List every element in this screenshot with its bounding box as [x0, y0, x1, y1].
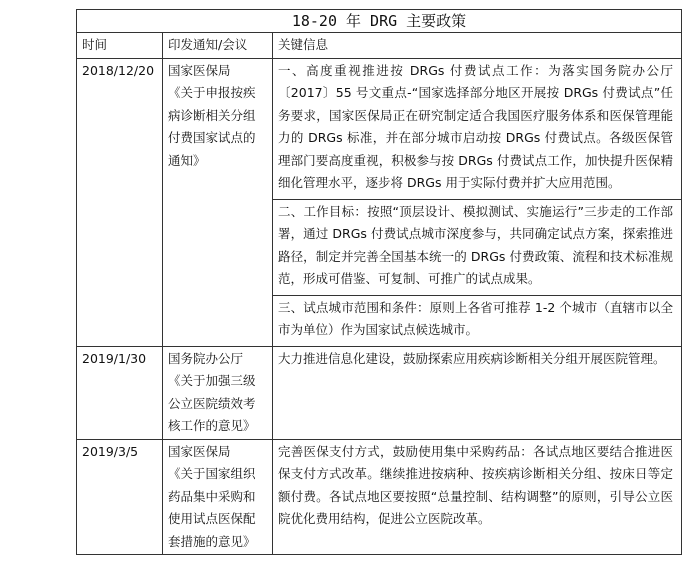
table-row [77, 58, 682, 199]
key-info-cell: 三、试点城市范围和条件：原则上各省可推荐 1-2 个城市（直辖市以全市为单位）作为国家试点候选城市。 [273, 295, 682, 346]
table-title: 18-20 年 DRG 主要政策 [77, 10, 682, 33]
issuer-name: 国务院办公厅 [168, 350, 244, 366]
document-title: 《关于申报按疾病诊断相关分组付费国家试点的通知》 [168, 85, 256, 168]
key-info-cell: 二、工作目标：按照“顶层设计、模拟测试、实施运行”三步走的工作部署，通过 DRGs 付费试点城市深度参与，共同确定试点方案，探索推进路径，制定并完善全国基本统一的 DRGs 付费政策、流程和技术标准规范，形成可借鉴、可复制、可推广的试点成果。 [273, 199, 682, 295]
date-cell: 2019/3/5 [77, 439, 163, 555]
document-title: 《关于国家组织药品集中采购和使用试点医保配套措施的意见》 [168, 466, 256, 549]
issuer-cell [163, 346, 273, 439]
date-cell: 2018/12/20 [77, 58, 163, 346]
issuer-name: 国家医保局 [168, 62, 231, 78]
key-info-cell: 大力推进信息化建设，鼓励探索应用疾病诊断相关分组开展医院管理。 [273, 346, 682, 439]
policy-table [76, 9, 682, 555]
document-title: 《关于加强三级公立医院绩效考核工作的意见》 [168, 373, 256, 433]
table-row [77, 346, 682, 439]
header-issuer: 印发通知/会议 [163, 33, 273, 59]
key-info-cell: 一、高度重视推进按 DRGs 付费试点工作：为落实国务院办公厅〔2017〕55 号文重点-“国家选择部分地区开展按 DRGs 付费试点”任务要求，国家医保局正在研究制定适合我国医疗服务体系和医保管理能力的 DRGs 标准，并在部分城市启动按 DRGs 付费试点。各级医保管理部门要高度重视，积极参与按 DRGs 付费试点工作，加快提升医保精细化管理水平，逐步将 DRGs 用于实际付费并扩大应用范围。 [273, 58, 682, 199]
header-date: 时间 [77, 33, 163, 59]
header-row [77, 33, 682, 59]
date-cell: 2019/1/30 [77, 346, 163, 439]
issuer-cell [163, 439, 273, 555]
key-info-cell: 完善医保支付方式，鼓励使用集中采购药品：各试点地区要结合推进医保支付方式改革。继续推进按病种、按疾病诊断相关分组、按床日等定额付费。各试点地区要按照“总量控制、结构调整”的原则，引导公立医院优化费用结构，促进公立医院改革。 [273, 439, 682, 555]
table-row [77, 439, 682, 555]
header-key-info: 关键信息 [273, 33, 682, 59]
issuer-name: 国家医保局 [168, 443, 231, 459]
issuer-cell [163, 58, 273, 346]
